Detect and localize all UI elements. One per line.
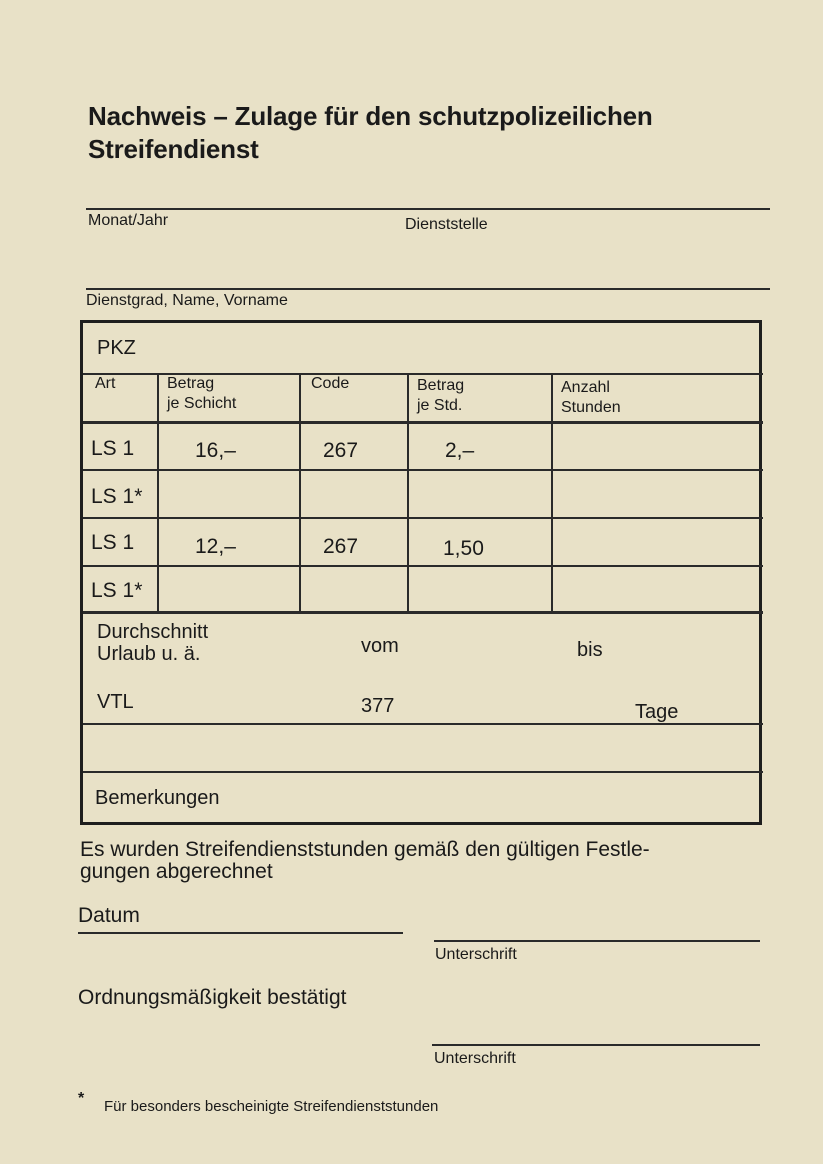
row-divider <box>83 469 763 471</box>
row-4-art: LS 1* <box>91 579 143 602</box>
pkz-label: PKZ <box>97 337 136 359</box>
col-divider <box>407 373 409 611</box>
claim-table <box>80 320 762 825</box>
durchschnitt-label-2: Urlaub u. ä. <box>97 643 201 665</box>
row-1-betrag-std: 2,– <box>445 439 475 462</box>
row-1-art: LS 1 <box>91 437 135 460</box>
row-2-art: LS 1* <box>91 485 143 508</box>
header-anzahl-2: Stunden <box>561 399 621 416</box>
header-anzahl-1: Anzahl <box>561 379 610 396</box>
header-betrag-std-2: je Std. <box>417 397 463 414</box>
form-title: Nachweis – Zulage für den schutzpolizeilichen Streifendienst <box>88 101 653 164</box>
header-code: Code <box>311 375 350 392</box>
bemerkungen-label: Bemerkungen <box>95 787 220 809</box>
row-3-art: LS 1 <box>91 531 135 554</box>
unterschrift-label-2: Unterschrift <box>434 1050 516 1067</box>
row-divider <box>83 517 763 519</box>
unterschrift-label-1: Unterschrift <box>435 946 517 963</box>
bis-label: bis <box>577 639 603 661</box>
header-betrag-schicht-2: je Schicht <box>167 395 237 412</box>
monat-jahr-label: Monat/Jahr <box>88 212 169 229</box>
rows-end-divider <box>83 611 763 614</box>
datum-label: Datum <box>78 904 140 927</box>
dienstgrad-label: Dienstgrad, Name, Vorname <box>86 292 288 309</box>
header-betrag-std-1: Betrag <box>417 377 465 394</box>
statement-line-1: Es wurden Streifendienststunden gemäß den gültigen Festle- <box>80 838 650 861</box>
dienststelle-label: Dienststelle <box>405 216 488 233</box>
vtl-label: VTL <box>97 691 134 713</box>
row-3-betrag-std: 1,50 <box>443 537 484 560</box>
col-divider <box>551 373 553 611</box>
datum-line[interactable] <box>78 932 403 934</box>
row-3-betrag-schicht: 12,– <box>195 535 236 558</box>
signature-line-2[interactable] <box>432 1044 760 1046</box>
ordnung-label: Ordnungsmäßigkeit bestätigt <box>78 986 347 1009</box>
row-divider <box>83 565 763 567</box>
header-betrag-schicht-1: Betrag <box>167 375 215 392</box>
header-divider <box>83 421 763 424</box>
footnote-star: * <box>78 1090 85 1107</box>
section-divider <box>83 771 763 773</box>
dienstgrad-line <box>86 288 770 290</box>
row-1-code: 267 <box>323 439 359 462</box>
section-divider <box>83 723 763 725</box>
statement-line-2: gungen abgerechnet <box>80 860 273 883</box>
header-art: Art <box>95 375 116 392</box>
vtl-code: 377 <box>361 695 395 717</box>
col-divider <box>157 373 159 611</box>
row-1-betrag-schicht: 16,– <box>195 439 236 462</box>
tage-label: Tage <box>635 701 679 723</box>
signature-line-1[interactable] <box>434 940 760 942</box>
monat-jahr-line <box>86 208 770 210</box>
vom-label: vom <box>361 635 399 657</box>
row-3-code: 267 <box>323 535 359 558</box>
durchschnitt-label-1: Durchschnitt <box>97 621 209 643</box>
footnote-text: Für besonders bescheinigte Streifendienststunden <box>104 1098 439 1115</box>
col-divider <box>299 373 301 611</box>
